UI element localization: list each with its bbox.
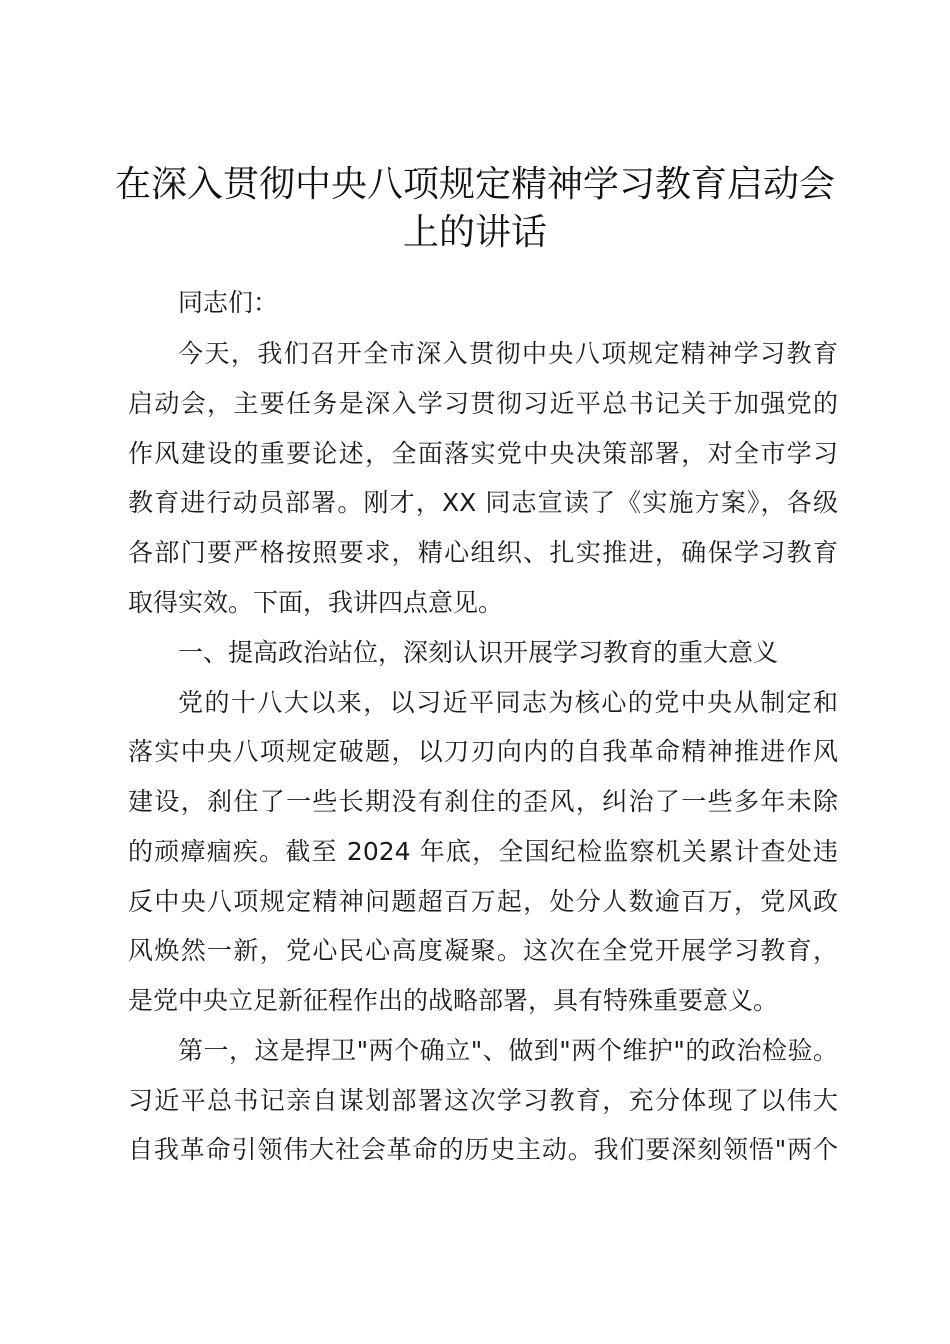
paragraph-2-line-3: 建设，刹住了一些长期没有刹住的歪风，纠治了一些多年未除 [128,787,838,816]
paragraph-1-line-3: 作风建设的重要论述，全面落实党中央决策部署，对全市学习 [128,439,838,468]
paragraph-3-line-3: 自我革命引领伟大社会革命的历史主动。我们要深刻领悟"两个 [128,1135,838,1164]
paragraph-2-line-5: 反中央八项规定精神问题超百万起，处分人数逾百万，党风政 [128,887,838,916]
paragraph-2-line-6: 风焕然一新，党心民心高度凝聚。这次在全党开展学习教育， [128,936,838,965]
paragraph-2-line-4: 的顽瘴痼疾。截至 2024 年底，全国纪检监察机关累计查处违 [128,837,838,866]
salutation: 同志们： [178,288,279,317]
paragraph-2-line-2: 落实中央八项规定破题，以刀刃向内的自我革命精神推进作风 [128,737,838,766]
paragraph-3-line-1: 第一，这是捍卫"两个确立"、做到"两个维护"的政治检验。 [178,1036,838,1065]
section-heading-1: 一、提高政治站位，深刻认识开展学习教育的重大意义 [178,638,779,667]
paragraph-2-line-7: 是党中央立足新征程作出的战略部署，具有特殊重要意义。 [128,986,779,1015]
paragraph-1-line-2: 启动会，主要任务是深入学习贯彻习近平总书记关于加强党的 [128,389,838,418]
paragraph-1-line-5: 各部门要严格按照要求，精心组织、扎实推进，确保学习教育 [128,538,838,567]
paragraph-1-line-4: 教育进行动员部署。刚才，XX 同志宣读了《实施方案》，各级 [128,488,838,517]
paragraph-2-line-1: 党的十八大以来，以习近平同志为核心的党中央从制定和 [178,688,838,717]
paragraph-3-line-2: 习近平总书记亲自谋划部署这次学习教育，充分体现了以伟大 [128,1086,838,1115]
document-title-line-1: 在深入贯彻中央八项规定精神学习教育启动会 [114,164,835,205]
paragraph-1-line-1: 今天，我们召开全市深入贯彻中央八项规定精神学习教育 [178,339,838,368]
paragraph-1-line-6: 取得实效。下面，我讲四点意见。 [128,588,504,617]
document-title-line-2: 上的讲话 [402,212,547,253]
